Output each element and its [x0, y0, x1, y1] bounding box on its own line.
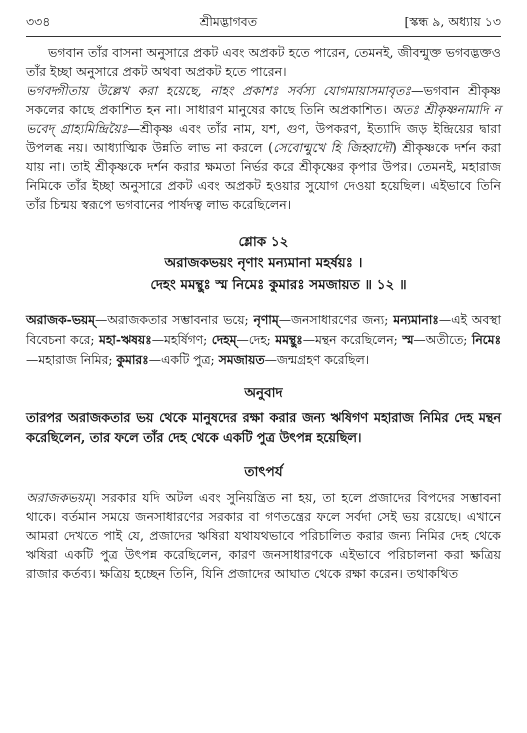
verse-line-1: অরাজকভয়ং নৃণাং মন্যমানা মহর্ষয়ঃ । [164, 255, 363, 271]
intro-text-3: ) শ্রীকৃষ্ণকে দর্শন করা যায় না। তাই শ্রীকৃষ্ণকে দর্শন করার ক্ষমতা নির্ভর করে শ্রীকৃষ্ণের কৃপার উপর। তেমনই, মহারাজ নিমিকে তাঁর ইচ্ছা অনুসারে প্রকট এবং অপ্রকট হওয়ার সুযোগ দেওয়া হয়েছিল। এইভাবে তিনি তাঁর চিন্ময় স্বরূপে ভগবানের পার্ষদত্ব লাভ করেছিলেন। [26, 140, 501, 212]
page-header [26, 14, 501, 36]
header-rule [26, 36, 501, 37]
synonym-meaning: —মন্থন করেছিলেন; [302, 333, 403, 347]
sanskrit-quote-1: অতঃ শ্রীকৃষ্ণনামাদি ন ভবেদ্ গ্রাহ্যমিন্দ্রিয়ৈঃ [26, 102, 501, 136]
synonym-meaning: —দেহ; [236, 333, 276, 347]
verse-line-2: দেহং মমন্থুঃ স্ম নিমেঃ কুমারঃ সমজায়ত ॥ ১২ ॥ [150, 277, 407, 293]
synonym-word: কুমারঃ [116, 352, 149, 367]
sanskrit-quote-2: সেবোন্মুখে হি জিহ্বাদৌ [273, 140, 392, 155]
intro-paragraph-2 [26, 81, 501, 214]
synonym-word: অরাজক-ভয়ম্ [26, 312, 95, 327]
synonyms [26, 310, 501, 370]
purport-body: । সরকার যদি অটল এবং সুনিয়ন্ত্রিত না হয়, তা হলে প্রজাদের বিপদের সম্ভাবনা থাকে। বর্তমান সময়ে জনসাধারণের সরকার বা গণতন্ত্রের ফলে সর্বদা সেই ভয় রয়েছে। এখানে আমরা দেখতে পাই যে, প্রজাদের ঋষিরা যথাযথভাবে পরিচালিত করার জন্য নিমির দেহ থেকে ঋষিরা একটি পুত্র উৎপন্ন করেছিলেন, কারণ জনসাধারণকে এইভাবে পরিচালনা করা ক্ষত্রিয় রাজার কর্তব্য। ক্ষত্রিয় হচ্ছেন তিনি, যিনি প্রজাদের আঘাত থেকে রক্ষা করেন। তথাকথিত [26, 490, 501, 581]
synonym-meaning: —এই অবস্থা বিবেচনা করে; [26, 313, 501, 347]
purport-heading: তাৎপর্য [244, 464, 283, 480]
synonym-meaning: —জনসাধারণের জন্য; [278, 313, 394, 327]
synonym-meaning: —মহর্ষিগণ; [151, 333, 212, 347]
purport-text [26, 488, 501, 583]
purport-lead: অরাজকভয়ম্ [26, 490, 92, 505]
gita-reference: ভগবদ্গীতায় উল্লেখ করা হয়েছে, [26, 83, 202, 98]
translation-heading: অনুবাদ [244, 385, 283, 401]
translation-text: তারপর অরাজকতার ভয় থেকে মানুষদের রক্ষা করার জন্য ঋষিগণ মহারাজ নিমির দেহ মন্থন করেছিলেন, তার ফলে তাঁর দেহ থেকে একটি পুত্র উৎপন্ন হয়েছিল। [26, 411, 501, 446]
synonym-word: মমন্থুঃ [275, 332, 303, 347]
intro-paragraph-1: ভগবান তাঁর বাসনা অনুসারে প্রকট এবং অপ্রকট হতে পারেন, তেমনই, জীবন্মুক্ত ভগবদ্ভক্তও তাঁর ইচ্ছা অনুসারে প্রকট অথবা অপ্রকট হতে পারেন। [26, 45, 501, 79]
synonym-word: দেহম্ [211, 332, 237, 347]
synonym-word: নৃণাম্ [253, 312, 279, 327]
synonym-word: নিমেঃ [471, 332, 501, 347]
book-title: শ্রীমদ্ভাগবত [199, 14, 258, 29]
page-number: ৩৩৪ [26, 14, 51, 29]
synonym-word: মহা-ঋষয়ঃ [99, 332, 152, 347]
synonym-meaning: —অরাজকতার সম্ভাবনার ভয়ে; [94, 313, 254, 327]
synonym-meaning: —একটি পুত্র; [148, 353, 219, 367]
gita-quote: নাহং প্রকাশঃ সর্বস্য যোগমায়াসমাবৃতঃ [210, 83, 412, 98]
intro-text-2: —শ্রীকৃষ্ণ এবং তাঁর নাম, যশ, গুণ, উপকরণ, ইত্যাদি জড় ইন্দ্রিয়ের দ্বারা উপলব্ধ নয়। আধ্যাত্মিক উন্নতি লাভ না করলে ( [26, 121, 502, 155]
synonym-word: মন্যমানাঃ [393, 312, 439, 327]
synonym-meaning: —মহারাজ নিমির; [26, 353, 117, 367]
synonym-word: স্ম [402, 332, 414, 347]
synonym-meaning: —জন্মগ্রহণ করেছিল। [264, 353, 370, 367]
synonym-word: সমজায়ত [218, 352, 265, 367]
synonym-meaning: —অতীতে; [413, 333, 472, 347]
intro-text-1: —ভগবান শ্রীকৃষ্ণ সকলের কাছে প্রকাশিত হন না। সাধারণ মানুষের কাছে তিনি অপ্রকাশিত। [26, 83, 501, 117]
verse-heading: শ্লোক ১২ [238, 234, 289, 250]
chapter-reference: [স্কন্ধ ৯, অধ্যায় ১৩ [404, 14, 501, 29]
